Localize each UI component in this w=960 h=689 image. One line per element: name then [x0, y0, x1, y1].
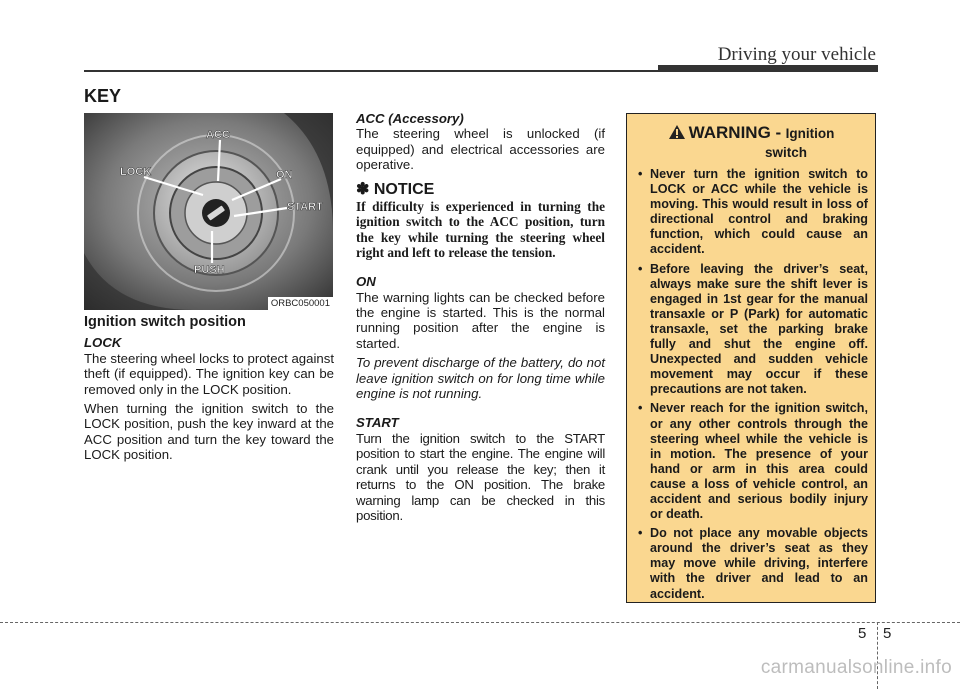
warning-subtitle-2: switch: [764, 145, 807, 160]
warning-triangle-icon: [668, 124, 686, 144]
on-italic-note: To prevent discharge of the battery, do not leave ignition switch on for long time while engine is not running.: [356, 355, 605, 402]
acc-text: The steering wheel is unlocked (if equipped) and electrical accessories are operative.: [356, 126, 605, 173]
warning-title: WARNING -: [688, 123, 782, 142]
notice-title: [356, 182, 605, 197]
figure-id: ORBC050001: [268, 297, 333, 310]
warning-subtitle: Ignition: [785, 126, 835, 141]
label-acc: ACC: [206, 129, 230, 141]
bullet: •: [638, 526, 643, 541]
bullet: •: [638, 261, 643, 276]
notice-text: If difficulty is experienced in turning the ignition switch to the ACC position, turn the key while turning the steering wheel right and left to release the tension.: [356, 199, 605, 260]
chapter-number: 5: [858, 625, 867, 642]
column-left: [84, 315, 334, 463]
page-number: 5: [883, 625, 892, 642]
bullet: •: [638, 401, 643, 416]
label-on: ON: [276, 169, 293, 181]
warning-list: [627, 167, 875, 602]
on-label: ON: [356, 274, 376, 290]
on-text: The warning lights can be checked before the engine is started. This is the normal running position after the engine is started.: [356, 289, 605, 351]
notice-label: NOTICE: [373, 180, 435, 198]
ignition-position-heading: Ignition switch position: [84, 314, 246, 330]
label-start: START: [287, 201, 323, 213]
acc-label: ACC (Accessory): [356, 111, 464, 126]
ignition-switch-figure: [84, 113, 333, 310]
lock-label: LOCK: [84, 335, 122, 351]
lock-text: The steering wheel locks to protect against theft (if equipped). The ignition key can be removed only in the LOCK position.: [84, 350, 334, 397]
ignition-switch-illustration: [84, 113, 333, 310]
label-lock: LOCK: [120, 166, 152, 178]
warning-item: • Before leaving the driver’s seat, always make sure the shift lever is engaged in 1st gear for the manual transaxle or P (Park) for automatic transaxle, set the parking brake fully and shut the engine off. Unexpected and sudden vehicle movement may occur if these precautions are not taken.: [638, 261, 868, 397]
footer-rule: [0, 622, 960, 623]
watermark: carmanualsonline.info: [760, 657, 952, 678]
bullet: •: [638, 167, 643, 181]
notice-icon: ✽: [356, 180, 370, 198]
warning-header: [627, 124, 875, 161]
label-push: PUSH: [194, 264, 225, 276]
start-text: Turn the ignition switch to the START position to start the engine. The engine will crank until you release the key; then it returns to the ON position. The brake warning lamp can be checked in this position.: [356, 430, 605, 523]
warning-item: • Do not place any movable objects around the driver’s seat as they may move while driving, interfere with the driver and lead to an accident.: [638, 526, 868, 601]
warning-item: • Never reach for the ignition switch, or any other controls through the steering wheel while the vehicle is in motion. The presence of your hand or arm in this area could cause a loss of vehicle control, an accident and serious bodily injury or death.: [638, 401, 868, 522]
running-header: Driving your vehicle: [717, 44, 876, 65]
warning-item: • Never turn the ignition switch to LOCK or ACC while the vehicle is moving. This would result in loss of directional control and braking function, which could cause an accident.: [638, 167, 868, 257]
lock-text-2: When turning the ignition switch to the LOCK position, push the key inward at the ACC position and turn the key toward the LOCK position.: [84, 401, 334, 463]
section-title: KEY: [84, 86, 122, 106]
column-middle: [356, 111, 605, 523]
header-bar: [658, 65, 878, 72]
warning-box: [626, 113, 876, 603]
start-label: START: [356, 415, 399, 431]
